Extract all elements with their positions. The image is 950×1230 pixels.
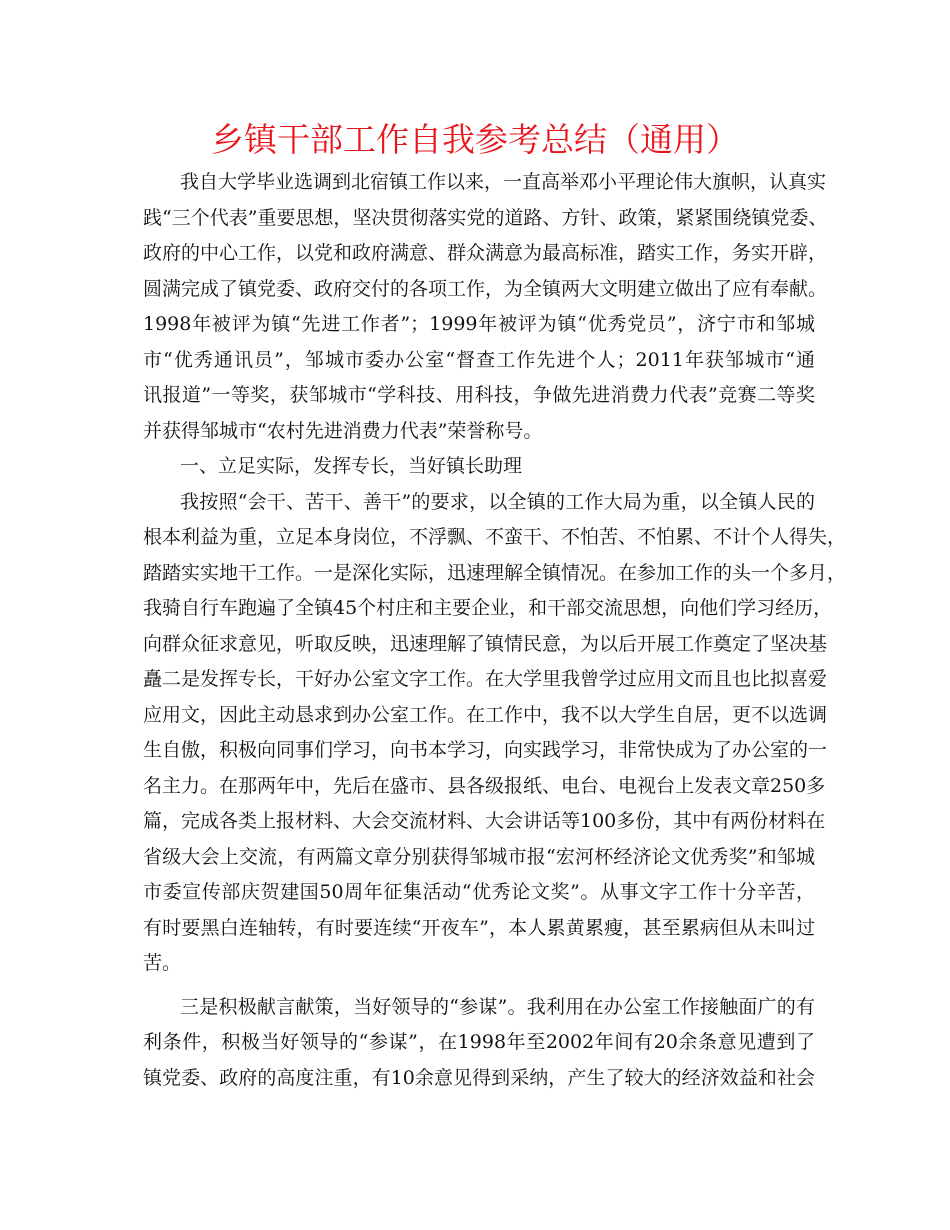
paragraph-line: 市委宣传部庆贺建国50周年征集活动“优秀论文奖”。从事文字工作十分辛苦， (143, 881, 815, 903)
paragraph-line: 苦。 (143, 952, 182, 974)
paragraph-line: 讯报道”一等奖，获邹城市“学科技、用科技，争做先进消费力代表”竞赛二等奖 (143, 384, 815, 406)
paragraph-line: 镇党委、政府的高度注重，有10余意见得到采纳，产生了较大的经济效益和社会 (143, 1066, 815, 1089)
section-heading: 一、立足实际，发挥专长，当好镇长助理 (180, 455, 523, 477)
paragraph-line: 省级大会上交流，有两篇文章分别获得邹城市报“宏河杯经济论文优秀奖”和邹城 (143, 845, 815, 868)
paragraph-line: 我骑自行车跑遍了全镇45个村庄和主要企业，和干部交流思想，向他们学习经历， (143, 597, 833, 619)
paragraph-line: 1998年被评为镇“先进工作者”；1999年被评为镇“优秀党员”，济宁市和邹城 (143, 313, 815, 335)
paragraph-line: 生自傲，积极向同事们学习，向书本学习，向实践学习，非常快成为了办公室的一 (143, 739, 828, 761)
paragraph-line: 矗二是发挥专长，干好办公室文字工作。在大学里我曾学过应用文而且也比拟喜爱 (143, 668, 828, 690)
paragraph-line: 三是积极献言献策，当好领导的“参谋”。我利用在办公室工作接触面广的有 (180, 995, 815, 1018)
paragraph-line: 利条件，积极当好领导的“参谋”，在1998年至2002年间有20余条意见遭到了 (143, 1031, 815, 1053)
paragraph-line: 篇，完成各类上报材料、大会交流材料、大会讲话等100多份，其中有两份材料在 (143, 810, 826, 832)
paragraph-line: 践“三个代表”重要思想，坚决贯彻落实党的道路、方针、政策，紧紧围绕镇党委、 (143, 206, 828, 229)
paragraph-line: 政府的中心工作，以党和政府满意、群众满意为最高标准，踏实工作，务实开辟， (143, 242, 828, 264)
paragraph-line: 有时要黑白连轴转，有时要连续“开夜车”，本人累黄累瘦，甚至累病但从未叫过 (143, 916, 815, 939)
document-body (143, 165, 847, 1096)
paragraph-line: 市“优秀通讯员”，邹城市委办公室“督查工作先进个人；2011年获邹城市“通 (143, 348, 815, 371)
paragraph-gap (143, 982, 815, 990)
document-title: 乡镇干部工作自我参考总结（通用） (211, 120, 739, 159)
paragraph-line: 名主力。在那两年中，先后在盛市、县各级报纸、电台、电视台上发表文章250多 (143, 774, 826, 797)
paragraph-line: 圆满完成了镇党委、政府交付的各项工作，为全镇两大文明建立做出了应有奉献。 (143, 277, 828, 300)
paragraph-line: 向群众征求意见，听取反映，迅速理解了镇情民意，为以后开展工作奠定了坚决基 (143, 632, 828, 655)
paragraph-line: 应用文，因此主动恳求到办公室工作。在工作中，我不以大学生自居，更不以选调 (143, 703, 828, 726)
paragraph-line: 踏踏实实地干工作。一是深化实际，迅速理解全镇情况。在参加工作的头一个多月， (143, 561, 847, 584)
paragraph-line: 我按照“会干、苦干、善干”的要求，以全镇的工作大局为重，以全镇人民的 (180, 490, 815, 513)
paragraph-line: 我自大学毕业选调到北宿镇工作以来，一直高举邓小平理论伟大旗帜，认真实 (180, 171, 827, 193)
paragraph-line: 并获得邹城市“农村先进消费力代表”荣誉称号。 (143, 419, 543, 442)
paragraph-line: 根本利益为重，立足本身岗位，不浮飘、不蛮干、不怕苦、不怕累、不计个人得失， (143, 526, 847, 548)
